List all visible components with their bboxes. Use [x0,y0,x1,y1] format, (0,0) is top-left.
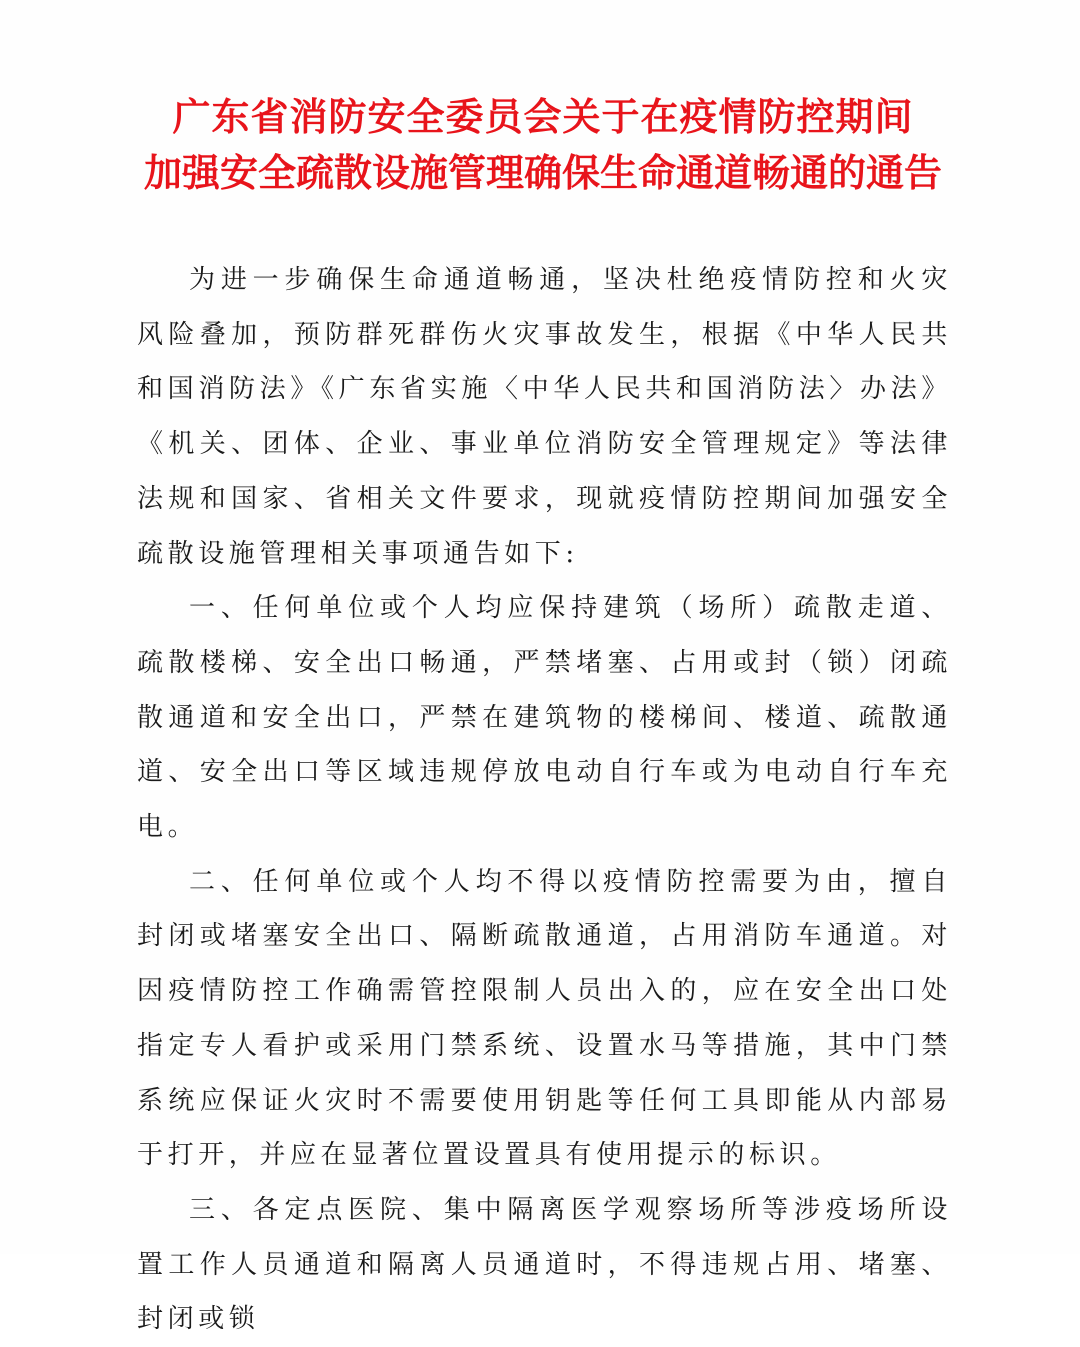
document-title-line-1: 广东省消防安全委员会关于在疫情防控期间 [172,94,914,139]
paragraph-item-2: 二、任何单位或个人均不得以疫情防控需要为由，擅自封闭或堵塞安全出口、隔断疏散通道，占用消防车通道。对因疫情防控工作确需管控限制人员出入的，应在安全出口处指定专人看护或采用门禁系统、设置水马等措施，其中门禁系统应保证火灾时不需要使用钥匙等任何工具即能从内部易于打开，并应在显著位置设置具有使用提示的标识。 [137,866,952,1171]
paragraph-item-3: 三、各定点医院、集中隔离医学观察场所等涉疫场所设置工作人员通道和隔离人员通道时，不得违规占用、堵塞、封闭或锁 [137,1194,952,1335]
document-body [137,253,952,1347]
document-title-line-2: 加强安全疏散设施管理确保生命通道畅通的通告 [143,150,942,195]
paragraph-intro: 为进一步确保生命通道畅通，坚决杜绝疫情防控和火灾风险叠加，预防群死群伤火灾事故发生，根据《中华人民共和国消防法》《广东省实施〈中华人民共和国消防法〉办法》《机关、团体、企业、事业单位消防安全管理规定》等法律法规和国家、省相关文件要求，现就疫情防控期间加强安全疏散设施管理相关事项通告如下: [137,265,952,569]
paragraph-item-1: 一、任何单位或个人均应保持建筑（场所）疏散走道、疏散楼梯、安全出口畅通，严禁堵塞、占用或封（锁）闭疏散通道和安全出口，严禁在建筑物的楼梯间、楼道、疏散通道、安全出口等区域违规停放电动自行车或为电动自行车充电。 [137,593,952,843]
